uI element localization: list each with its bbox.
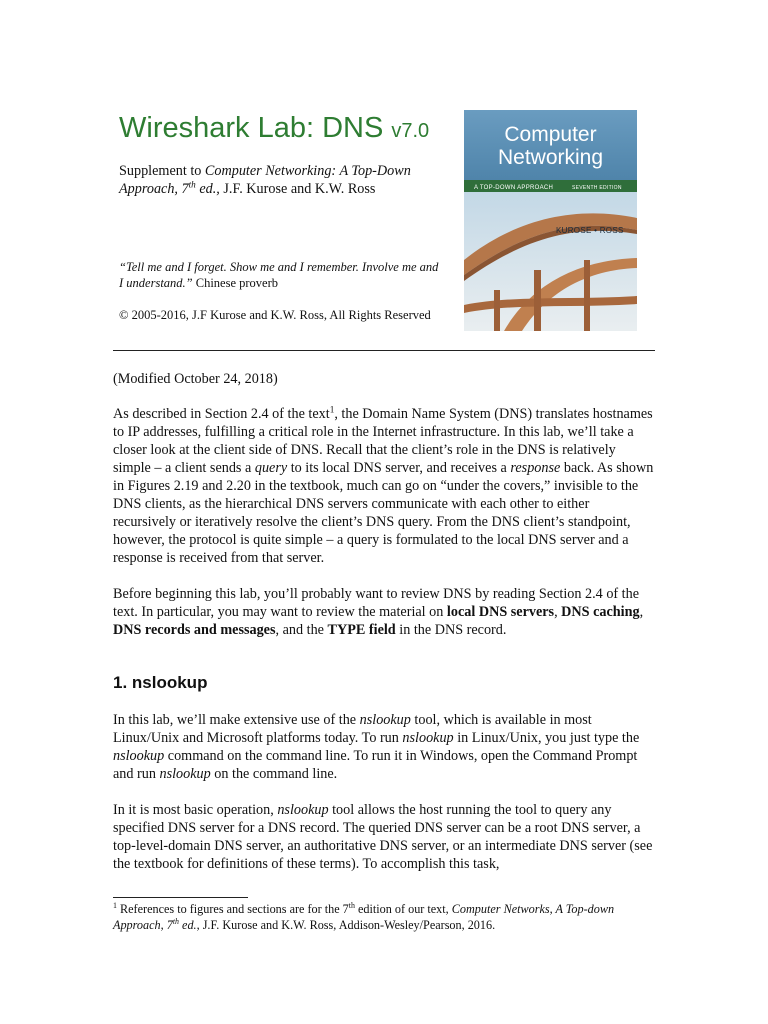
header-divider [113,350,655,351]
term-response: response [510,460,561,476]
para3-d: command on the command line. To run it in Windows, open the Command Prompt and run [113,748,638,782]
supplement-authors: J.F. Kurose and K.W. Ross [219,181,376,197]
para2-a: Before beginning this lab, you’ll probably want to review DNS by reading Section 2.4 of the text. In particular, you may want to review the material on [113,586,640,620]
paragraph-nslookup [113,711,655,783]
para1-a: As described in Section 2.4 of the text [113,406,330,422]
term-nslookup: nslookup [277,802,329,818]
paragraph-intro [113,405,655,567]
para1-c: to its local DNS server, and receives a [287,460,511,476]
quote-text: “Tell me and I forget. Show me and I remember. Involve me and I understand.” [119,260,439,290]
para3-a: In this lab, we’ll make extensive use of the [113,712,360,728]
footnote [113,901,655,933]
title-text: Wireshark Lab: DNS [119,112,384,144]
para3-c: in Linux/Unix, you just type the [453,730,640,746]
cover-title-line1: Computer [504,123,597,146]
modified-date: (Modified October 24, 2018) [113,371,278,387]
epigraph-quote [119,259,439,291]
term-nslookup: nslookup [159,766,211,782]
edition-suffix: ed., [195,181,220,197]
term-nslookup: nslookup [359,712,411,728]
cover-authors: KUROSE • ROSS [556,226,624,235]
term-nslookup: nslookup [113,748,165,764]
cover-title [464,123,637,169]
term-query: query [254,460,288,476]
para4-b: tool allows the host running the tool to query any specified DNS server for a DNS record. The queried DNS server can be a root DNS server, a top-level-domain DNS server, an authoritative DNS server, or an intermediate DNS server (see the textbook for definitions of these terms). To accomplish this task, [113,802,653,872]
cover-edition: SEVENTH EDITION [572,185,622,191]
footnote-ref[interactable]: 1 [329,404,335,415]
edition-superscript: th [188,179,196,190]
footnote-b: edition of our text, [354,902,452,916]
bold-dns-caching: DNS caching [561,604,640,620]
term-nslookup: nslookup [402,730,454,746]
section-heading: 1. nslookup [113,673,208,692]
footnote-number: 1 [113,900,117,910]
para1-d: back. As shown in Figures 2.19 and 2.20 in the textbook, much can go on “under the covers,” invisible to the DNS clients, as the hierarchical DNS servers communicate with each other to either recursively or iteratively resolve the client’s DNS query. From the DNS client’s standpoint, however, the protocol is quite simple – a query is formulated to the local DNS server and a response is received from that server. [113,460,654,566]
footnote-sup2: th [172,916,179,926]
para2-e: , and the [275,622,328,638]
paragraph-basic-operation [113,801,655,873]
bold-type-field: TYPE field [327,622,396,638]
para3-b: tool, which is available in most Linux/Unix and Microsoft platforms today. To run [113,712,592,746]
para2-c: , [554,604,562,620]
cover-subtitle: A TOP-DOWN APPROACH [474,185,554,191]
footnote-sup: th [348,900,355,910]
footnote-book-title: Computer Networks, A Top-down Approach, 7 [113,902,615,932]
book-cover-image [464,110,637,331]
para3-e: on the command line. [210,766,338,782]
para2-f: in the DNS record. [395,622,507,638]
title-version: v7.0 [391,120,430,142]
footnote-title-end: ed., [178,918,200,932]
footnote-a: References to figures and sections are for the 7 [116,902,349,916]
paragraph-review [113,585,655,639]
document-title [119,112,429,145]
quote-attribution: Chinese proverb [192,276,279,290]
footnote-c: J.F. Kurose and K.W. Ross, Addison-Wesley/Pearson, 2016. [199,918,496,932]
cover-title-line2: Networking [497,146,604,169]
book-title: Computer Networking: A Top-Down Approach, 7 [119,163,411,197]
para4-a: In it is most basic operation, [113,802,278,818]
para1-b: , the Domain Name System (DNS) translates hostnames to IP addresses, fulfilling a critical role in the Internet infrastructure. In this lab, we’ll take a closer look at the client side of DNS. Recall that the client’s role in the DNS is relatively simple – a client sends a [113,406,653,476]
footnote-divider [113,897,248,898]
bold-local-dns: local DNS servers [446,604,555,620]
copyright-notice: © 2005-2016, J.F Kurose and K.W. Ross, All Rights Reserved [119,308,431,322]
supplement-prefix: Supplement to [119,163,205,179]
bold-dns-records: DNS records and messages [113,622,276,638]
para2-d: , [639,604,644,620]
supplement-line [119,162,449,198]
